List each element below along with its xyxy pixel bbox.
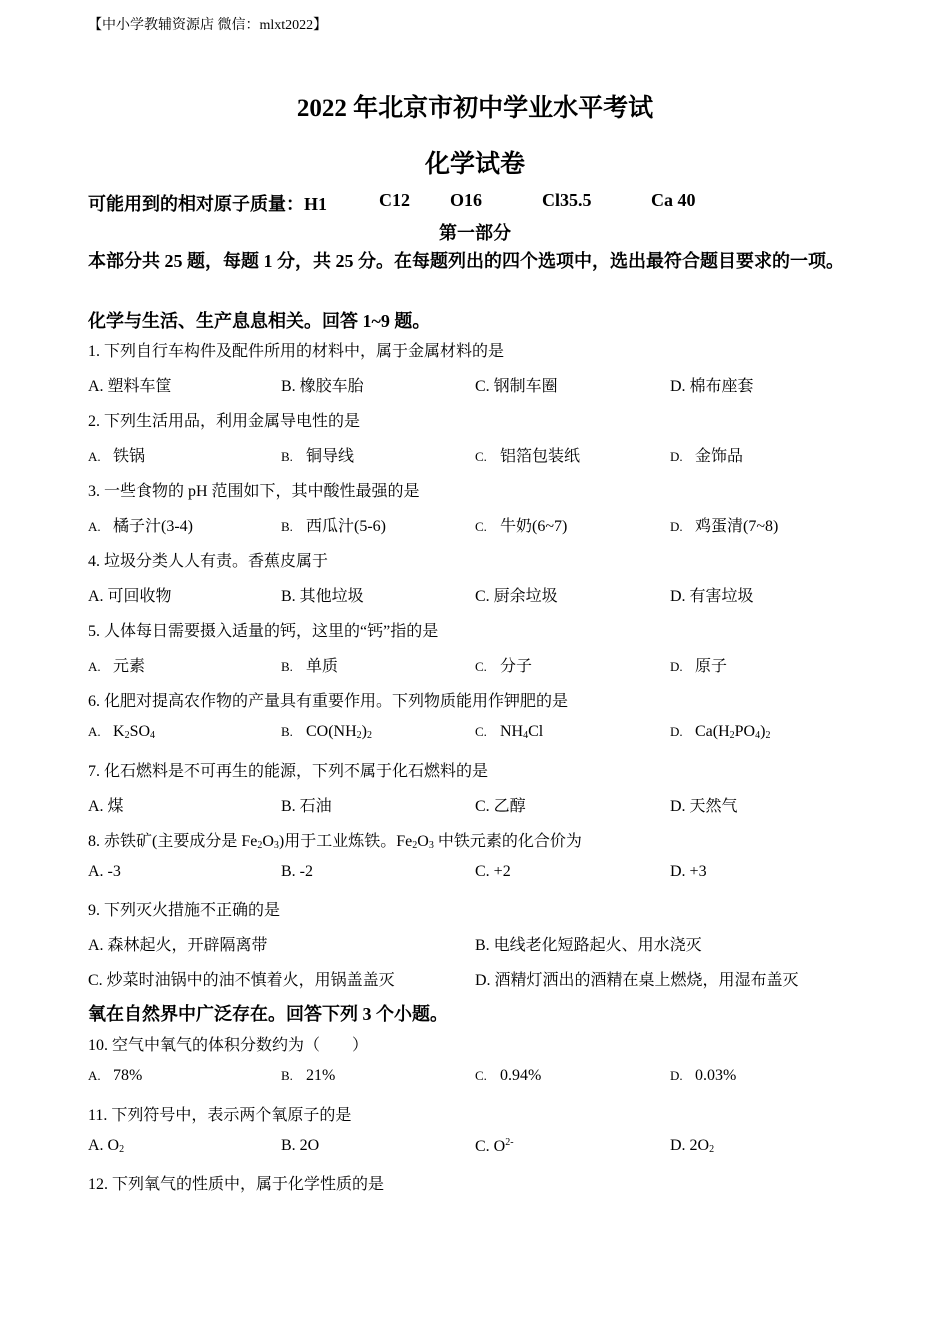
exam-title: 2022 年北京市初中学业水平考试 — [296, 95, 654, 122]
q6-option-a[interactable] — [88, 723, 155, 741]
formula: $NH_4Cl$ — [500, 723, 544, 741]
q2-option-c[interactable] — [475, 443, 580, 466]
q3-option-b[interactable] — [281, 513, 386, 536]
option-text: 金饰品 — [695, 448, 744, 465]
formula: $CO(NH_2)_2$ — [306, 723, 372, 741]
instructions: 本部分共 25 题，每题 1 分，共 25 分。在每题列出的四个选项中，选出最符合题目要求的一项。 — [88, 251, 844, 271]
mass-o: O16 — [450, 190, 483, 210]
question-6-stem: 6. 化肥对提高农作物的产量具有重要作用。下列物质能用作钾肥的是 — [88, 693, 569, 710]
option-text: 铁锅 — [113, 448, 146, 465]
option-text: 鸡蛋清(7~8) — [695, 518, 779, 535]
option-label: C. — [475, 724, 487, 739]
option-label: D. — [670, 519, 683, 534]
option-label: D. — [670, 449, 683, 464]
q11-option-a[interactable]: A. $O_2$ — [88, 1137, 125, 1155]
formula: $K_2SO_4$ — [113, 723, 156, 741]
q2-option-b[interactable] — [281, 443, 354, 466]
question-8-stem: 8. 赤铁矿(主要成分是 $Fe_2O_3$)用于工业炼铁。$Fe_2O_3$ 中铁元素的化合价为 — [88, 833, 582, 851]
q5-option-c[interactable] — [475, 653, 532, 676]
option-text: 牛奶(6~7) — [500, 518, 568, 535]
section-heading-2: 氧在自然界中广泛存在。回答下列 3 个小题。 — [88, 1004, 448, 1024]
question-3-stem: 3. 一些食物的 pH 范围如下，其中酸性最强的是 — [88, 483, 420, 500]
option-text: 分子 — [500, 658, 533, 675]
q7-option-c[interactable]: C. 乙醇 — [475, 798, 526, 815]
question-5-stem: 5. 人体每日需要摄入适量的钙，这里的“钙”指的是 — [88, 623, 439, 640]
question-9-stem: 9. 下列灭火措施不正确的是 — [88, 902, 281, 919]
option-label: B. — [281, 1068, 293, 1083]
option-text: 0.94% — [500, 1067, 542, 1084]
option-text: 21% — [306, 1067, 336, 1084]
option-text: 橘子汁(3-4) — [113, 518, 193, 535]
q5-option-b[interactable] — [281, 653, 338, 676]
mass-ca: Ca 40 — [651, 190, 696, 210]
exam-subtitle: 化学试卷 — [424, 151, 525, 178]
q7-option-b[interactable]: B. 石油 — [281, 798, 332, 815]
question-1-stem: 1. 下列自行车构件及配件所用的材料中，属于金属材料的是 — [88, 343, 505, 360]
option-text: 0.03% — [695, 1067, 737, 1084]
q4-option-d[interactable]: D. 有害垃圾 — [670, 588, 754, 605]
option-label: A. — [88, 724, 101, 739]
option-label: C. — [475, 659, 487, 674]
mass-cl: Cl35.5 — [542, 190, 592, 210]
q6-option-c[interactable] — [475, 723, 543, 741]
q8-option-b[interactable]: B. -2 — [281, 863, 313, 880]
q1-option-c[interactable]: C. 钢制车圈 — [475, 378, 558, 395]
formula: $Ca(H_2PO_4)_2$ — [695, 723, 771, 741]
question-11-stem: 11. 下列符号中，表示两个氧原子的是 — [88, 1107, 352, 1124]
q3-option-d[interactable] — [670, 513, 778, 536]
q4-option-b[interactable]: B. 其他垃圾 — [281, 588, 364, 605]
question-10-stem: 10. 空气中氧气的体积分数约为（ ） — [88, 1037, 369, 1054]
q2-option-d[interactable] — [670, 443, 743, 466]
question-2-stem: 2. 下列生活用品，利用金属导电性的是 — [88, 413, 361, 430]
q3-option-a[interactable] — [88, 513, 193, 536]
q7-option-a[interactable]: A. 煤 — [88, 798, 124, 815]
q9-option-a[interactable]: A. 森林起火，开辟隔离带 — [88, 937, 268, 954]
part-title: 第一部分 — [439, 223, 511, 243]
q7-option-d[interactable]: D. 天然气 — [670, 798, 738, 815]
q1-option-d[interactable]: D. 棉布座套 — [670, 378, 754, 395]
option-text: 单质 — [306, 658, 339, 675]
q9-option-d[interactable]: D. 酒精灯洒出的酒精在桌上燃烧，用湿布盖灭 — [475, 972, 799, 989]
q10-option-b[interactable] — [281, 1067, 335, 1085]
q10-option-c[interactable] — [475, 1067, 541, 1085]
option-text: 原子 — [695, 658, 728, 675]
mass-c: C12 — [379, 190, 410, 210]
q11-option-c[interactable]: C. $O^{2-}$ — [475, 1137, 514, 1155]
section-heading-1: 化学与生活、生产息息相关。回答 1~9 题。 — [88, 311, 431, 331]
option-label: C. — [475, 449, 487, 464]
option-label: D. — [670, 1068, 683, 1083]
q6-option-b[interactable] — [281, 723, 372, 741]
option-label: B. — [281, 724, 293, 739]
q10-option-a[interactable] — [88, 1067, 142, 1085]
q11-option-d[interactable]: D. $2O_2$ — [670, 1137, 715, 1155]
q8-option-a[interactable]: A. -3 — [88, 863, 121, 880]
option-text: 78% — [113, 1067, 143, 1084]
option-label: A. — [88, 449, 101, 464]
q9-option-c[interactable]: C. 炒菜时油锅中的油不慎着火，用锅盖盖灭 — [88, 972, 395, 989]
option-text: 元素 — [113, 658, 146, 675]
question-12-stem: 12. 下列氧气的性质中，属于化学性质的是 — [88, 1176, 385, 1193]
option-label: D. — [670, 659, 683, 674]
option-label: A. — [88, 1068, 101, 1083]
q5-option-a[interactable] — [88, 653, 145, 676]
option-label: B. — [281, 519, 293, 534]
option-label: B. — [281, 659, 293, 674]
q6-option-d[interactable] — [670, 723, 770, 741]
option-text: 西瓜汁(5-6) — [306, 518, 386, 535]
q1-option-a[interactable]: A. 塑料车筐 — [88, 378, 172, 395]
question-4-stem: 4. 垃圾分类人人有责。香蕉皮属于 — [88, 553, 329, 570]
q4-option-c[interactable]: C. 厨余垃圾 — [475, 588, 558, 605]
option-label: C. — [475, 519, 487, 534]
option-label: A. — [88, 519, 101, 534]
q9-option-b[interactable]: B. 电线老化短路起火、用水浇灭 — [475, 937, 702, 954]
q4-option-a[interactable]: A. 可回收物 — [88, 588, 172, 605]
q2-option-a[interactable] — [88, 443, 145, 466]
q1-option-b[interactable]: B. 橡胶车胎 — [281, 378, 364, 395]
q8-option-c[interactable]: C. +2 — [475, 863, 511, 880]
atomic-masses-label: 可能用到的相对原子质量：H1 — [88, 194, 327, 214]
option-label: A. — [88, 659, 101, 674]
q10-option-d[interactable] — [670, 1067, 736, 1085]
question-7-stem: 7. 化石燃料是不可再生的能源，下列不属于化石燃料的是 — [88, 763, 489, 780]
page-header: 【中小学教辅资源店 微信：mlxt2022】 — [88, 18, 328, 33]
q3-option-c[interactable] — [475, 513, 567, 536]
option-label: B. — [281, 449, 293, 464]
option-text: 铝箔包装纸 — [500, 448, 581, 465]
q11-option-b[interactable]: B. 2O — [281, 1137, 320, 1154]
q5-option-d[interactable] — [670, 653, 727, 676]
option-label: D. — [670, 724, 683, 739]
option-text: 铜导线 — [306, 448, 355, 465]
option-label: C. — [475, 1068, 487, 1083]
q8-option-d[interactable]: D. +3 — [670, 863, 707, 880]
